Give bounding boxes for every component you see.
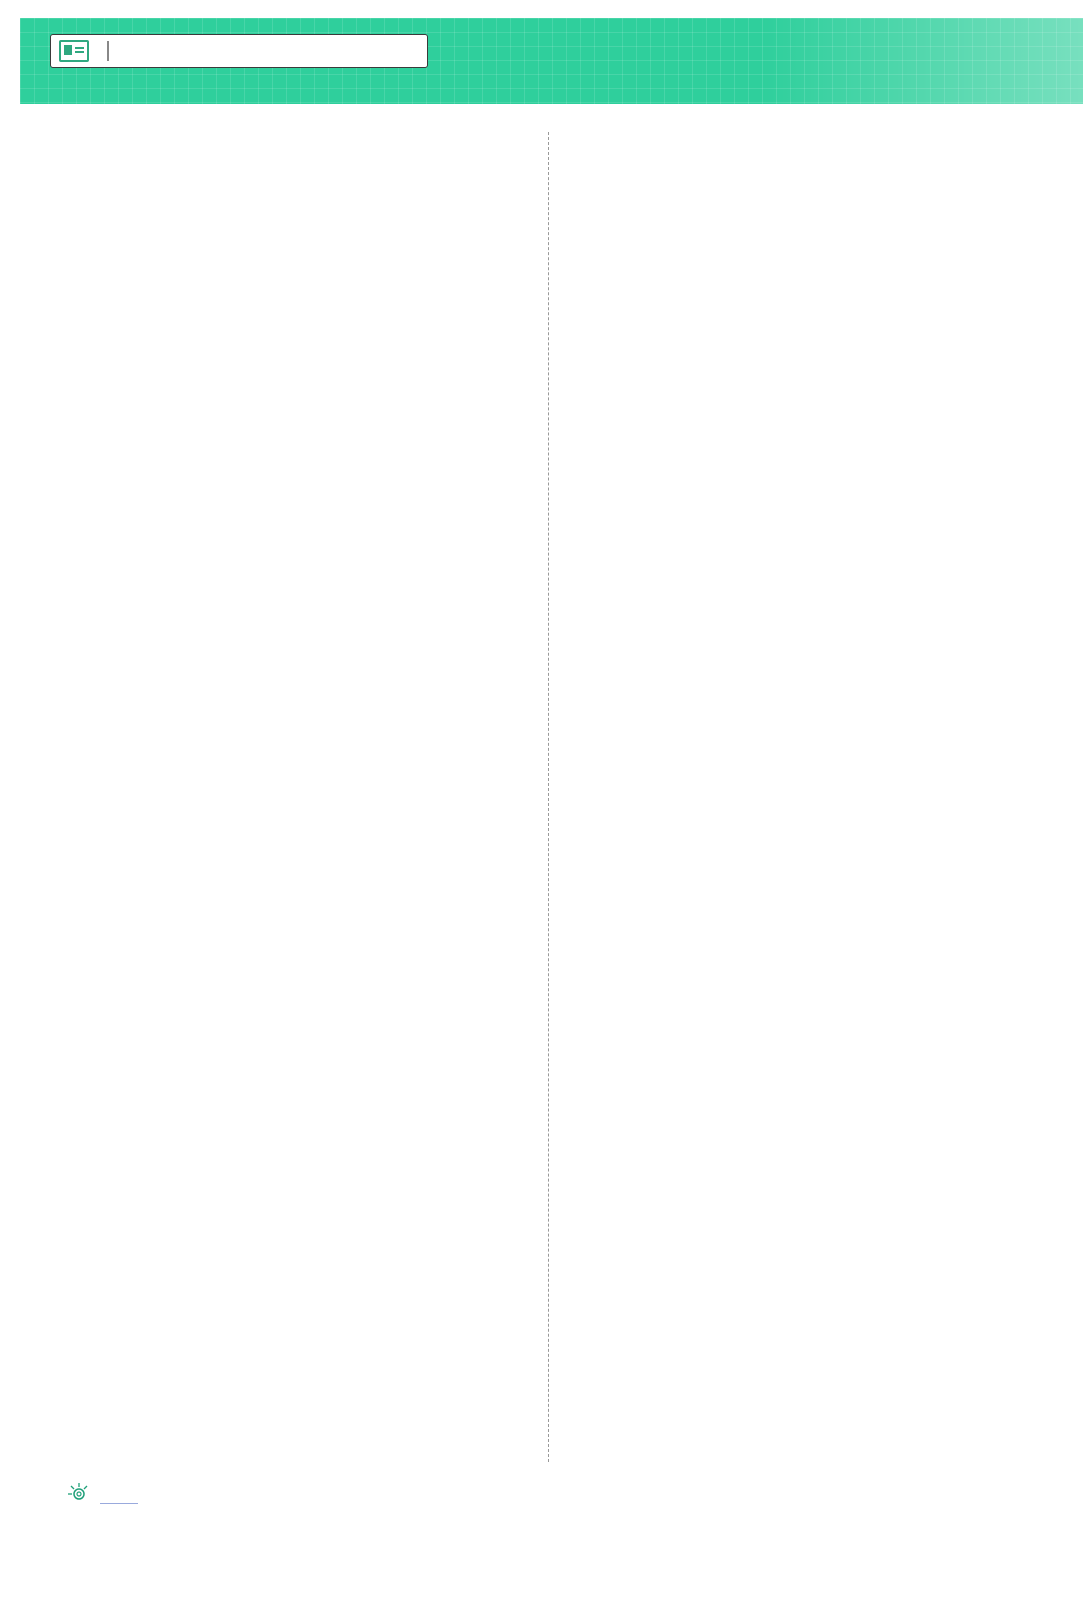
page-number-underline [100, 1503, 138, 1504]
sun-swirl-icon [64, 1482, 94, 1502]
column-divider [548, 132, 549, 1462]
book-title-box [50, 34, 428, 68]
title-separator [107, 41, 109, 61]
book-icon [59, 40, 89, 62]
header-fade [763, 18, 1083, 104]
